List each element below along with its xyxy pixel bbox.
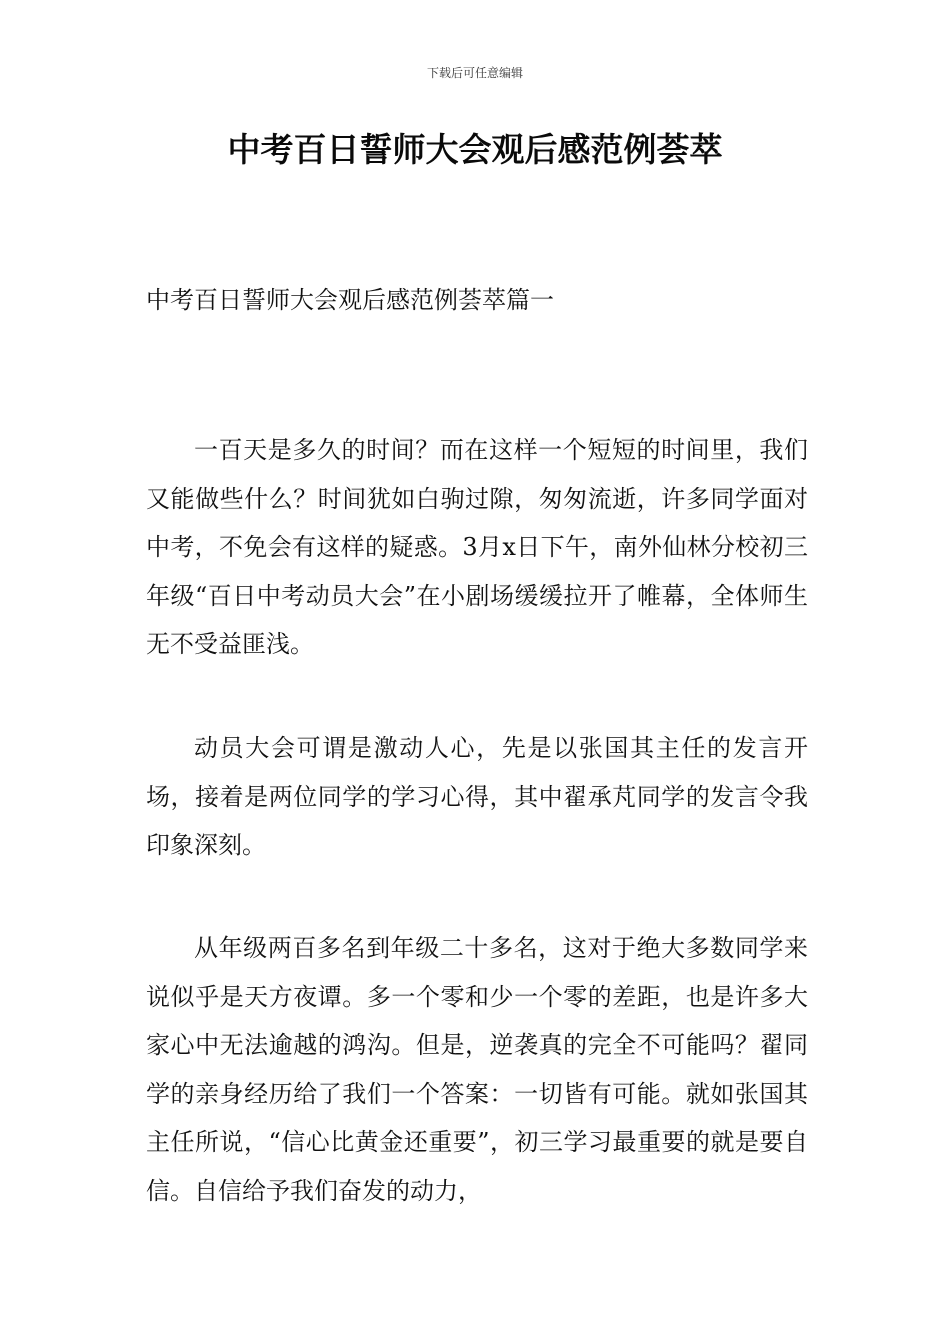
document-title: 中考百日誓师大会观后感范例荟萃	[227, 130, 723, 169]
paragraph-3: 从年级两百多名到年级二十多名，这对于绝大多数同学来说似乎是天方夜谭。多一个零和少一个零的差距，也是许多大家心中无法逾越的鸿沟。但是，逆袭真的完全不可能吗？翟同学的亲身经历给了我们一个答案：一切皆有可能。就如张国其主任所说，“信心比黄金还重要”，初三学习最重要的就是要自信。自信给予我们奋发的动力，	[146, 934, 808, 1205]
paragraph-2: 动员大会可谓是激动人心，先是以张国其主任的发言开场，接着是两位同学的学习心得，其中翟承芃同学的发言令我印象深刻。	[146, 734, 808, 859]
paragraph-1: 一百天是多久的时间？而在这样一个短短的时间里，我们又能做些什么？时间犹如白驹过隙，匆匆流逝，许多同学面对中考，不免会有这样的疑惑。3月x日下午，南外仙林分校初三年级“百日中考动员大会”在小剧场缓缓拉开了帷幕，全体师生无不受益匪浅。	[146, 436, 808, 658]
header-note: 下载后可任意编辑	[426, 66, 523, 80]
section-heading: 中考百日誓师大会观后感范例荟萃篇一	[146, 286, 554, 314]
